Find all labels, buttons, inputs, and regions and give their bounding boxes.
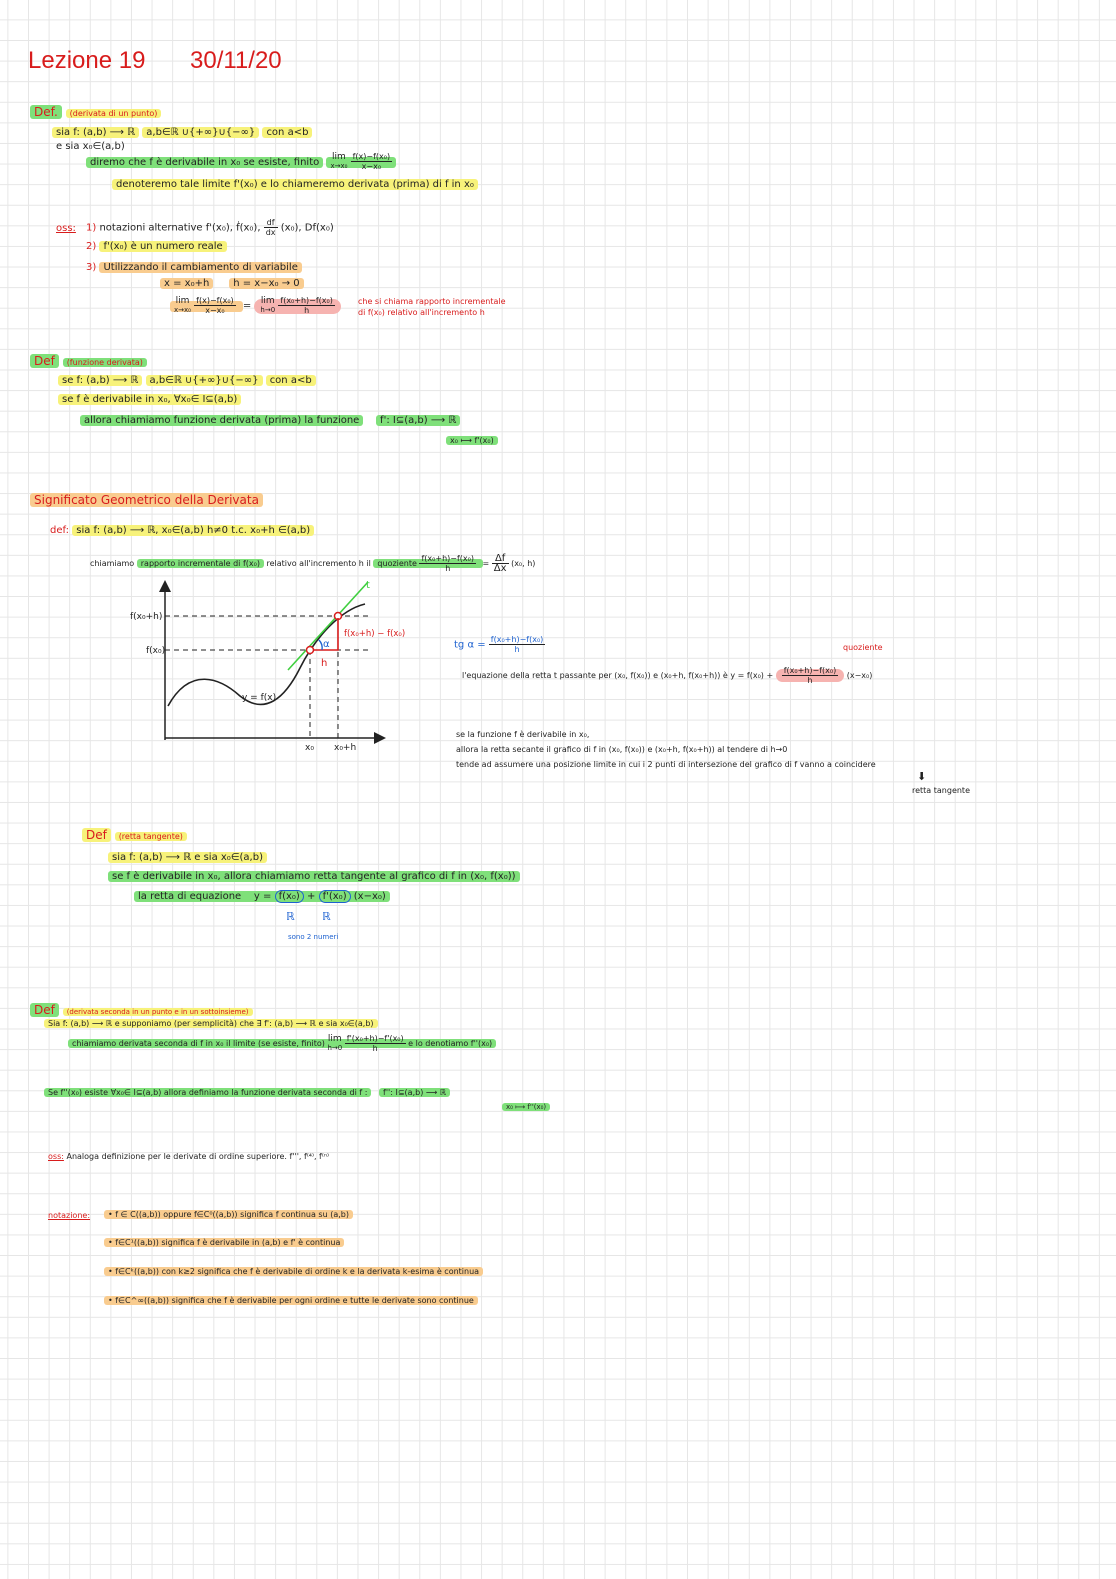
oss1-item3-sub [160,277,304,290]
secant-graph [100,578,420,758]
xlabel-x0: x₀ [305,743,314,753]
def1-subtitle: (derivata di un punto) [66,109,162,118]
oss1-item1-num: 1) [86,222,97,234]
geo-line2a: chiamiamo [90,559,135,568]
def3-label: Def [82,828,111,842]
oss2 [48,1152,329,1162]
def3-note: sono 2 numeri [288,933,339,941]
secant-eq-num: f(x₀+h)−f(x₀) [783,666,837,675]
oss1-note2: di f(x₀) relativo all'incremento h [358,308,485,317]
def4-line1: Sia f: (a,b) ⟶ ℝ e supponiamo (per semplicità) che ∃ f': (a,b) ⟶ ℝ e sia x₀∈(a,b) [44,1019,378,1028]
notazione-item-1 [104,1210,353,1220]
def4-heading [30,1004,253,1017]
def2-line1 [58,374,316,387]
notazione-item-3 [104,1267,483,1277]
ylabel-fx0: f(x₀) [146,646,166,656]
label-alpha: α [323,639,330,650]
def1-line1c: con a<b [262,127,312,138]
def2-line1a: se f: (a,b) ⟶ ℝ [58,375,142,386]
geo-q-den: h [445,564,451,573]
oss1-label: oss: [56,223,76,234]
oss1-item3-sub1: x = x₀+h [160,278,213,289]
quoziente-label: quoziente [843,643,883,652]
def1-heading [30,106,161,119]
def1-line4 [112,178,478,191]
oss1-limits [170,296,341,315]
oss1-item3-num: 3) [86,262,97,273]
secant-p4: retta tangente [912,786,970,795]
geo-q-num: f(x₀+h)−f(x₀) [421,554,474,563]
notazione-item-1-text: • f ∈ C((a,b)) oppure f∈C⁰((a,b)) significa f continua su (a,b) [104,1210,353,1219]
geo-def-label: def: [50,525,70,536]
def4-lim-sub: h→0 [327,1043,343,1052]
oss1-item1-frac-num: df [264,218,278,228]
def2-line1b: a,b∈ℝ ∪{+∞}∪{−∞} [146,375,263,386]
oss1-item2-text: f'(x₀) è un numero reale [99,241,226,252]
def2-line3 [80,414,460,427]
def2-heading [30,355,147,368]
def1-label: Def. [30,105,62,119]
tg-alpha [454,635,545,654]
def3-line1: sia f: (a,b) ⟶ ℝ e sia x₀∈(a,b) [108,852,267,863]
oss2-label: oss: [48,1152,64,1161]
oss2-text: Analoga definizione per le derivate di ordine superiore. f''', f⁽⁴⁾, f⁽ⁿ⁾ [66,1152,329,1161]
def4-lim: lim [327,1033,342,1044]
def2-map2: x₀ ⟼ f'(x₀) [446,436,498,445]
secant-p3: tende ad assumere una posizione limite in cui i 2 punti di intersezione del grafico di f vanno a coincidere [456,760,876,769]
xlabel-x0h: x₀+h [334,743,357,753]
def3-line2: se f è derivabile in x₀, allora chiamiamo retta tangente al grafico di f in (x₀, f(x₀)) [108,871,520,882]
notazione-item-4-text: • f∈C^∞((a,b)) significa che f è derivabile per ogni ordine e tutte le derivate sono continue [104,1296,478,1305]
def4-line1-wrap [44,1019,378,1029]
notazione-label: notazione: [48,1211,91,1220]
oss1-lim1: lim [175,295,190,306]
def3-eq-f: f(x₀) [275,890,304,903]
oss1-note1: che si chiama rapporto incrementale [358,297,506,306]
lesson-title: Lezione 19 [28,47,146,74]
def3-subtitle: (retta tangente) [115,832,187,841]
def3-line1-wrap [108,851,267,864]
def1-lim: lim [332,151,346,162]
oss1-lim2-sub: h→0 [260,305,276,314]
oss1-frac2-num: f(x₀+h)−f(x₀) [280,296,333,305]
def4-frac-num: f'(x₀+h)−f'(x₀) [346,1034,404,1043]
tg-label: tg α = [454,639,486,651]
label-delta: f(x₀+h) − f(x₀) [344,629,406,639]
def4-line2-tail: e lo denotiamo f''(x₀) [408,1039,493,1048]
def4-line2-text: chiamiamo derivata seconda di f in x₀ il limite (se esiste, finito) [72,1039,325,1048]
geo-line2 [90,554,535,573]
oss1-item1-text: notazioni alternative f'(x₀), ḟ(x₀), [99,222,261,234]
notazione-item-4 [104,1296,478,1306]
oss1-eq: = [242,300,252,312]
geo-line2c: relativo all'incremento h il [266,559,371,568]
notazione-item-2-text: • f∈C¹((a,b)) significa f è derivabile in (a,b) e f' è continua [104,1238,344,1247]
def4-label: Def [30,1003,59,1017]
oss1-item1 [86,218,334,237]
geo-line2b: rapporto incrementale di f(x₀) [137,559,264,568]
def2-line2-text: se f è derivabile in x₀, ∀x₀∈ I⊆(a,b) [58,394,241,405]
oss1-item3 [86,261,302,274]
secant-eq-tail: (x−x₀) [846,671,873,680]
def5-map1: f'': I⊆(a,b) ⟶ ℝ [379,1088,450,1097]
oss1-frac1-den: x−x₀ [205,306,225,315]
def2-subtitle: (funzione derivata) [63,358,147,367]
oss1-frac2-den: h [304,306,310,315]
def3-line3a: la retta di equazione [138,891,242,902]
oss1-item3-sub2: h = x−x₀ → 0 [229,278,303,289]
def1-frac-den: x−x₀ [361,162,382,171]
alpha-arc [319,640,322,650]
geo-def [50,524,314,537]
def1-limit [326,151,396,171]
secant-p2: allora la retta secante il grafico di f in (x₀, f(x₀)) e (x₀+h, f(x₀+h)) al tendere di h→0 [456,745,788,754]
oss1-lim2: lim [260,295,275,306]
secant-eq-text: l'equazione della retta t passante per (x₀, f(x₀)) e (x₀+h, f(x₀+h)) è y = f(x₀) + [462,671,774,680]
def3-line3 [134,890,390,903]
label-t: t [366,580,370,591]
oss1-item2 [86,240,227,253]
oss1-item3-text: Utilizzando il cambiamento di variabile [99,262,301,273]
def1-frac-num: f(x)−f(x₀) [352,152,391,161]
def5-line1 [44,1088,450,1098]
def5-map2-wrap [502,1103,550,1112]
geo-d-num: Δf [492,554,509,564]
def2-map1: f': I⊆(a,b) ⟶ ℝ [376,415,460,426]
tg-den: h [514,645,520,654]
def3-line2-wrap [108,870,520,883]
def1-line1b: a,b∈ℝ ∪{+∞}∪{−∞} [142,127,259,138]
def3-eq-tail: (x−x₀) [353,891,386,902]
def3-heading [82,829,187,842]
geo-title-wrap [30,494,263,507]
def4-line2 [68,1034,496,1053]
notazione-item-2 [104,1238,344,1248]
lesson-date: 30/11/20 [190,47,282,74]
def1-lim-sub: x→x₀ [330,161,348,170]
def3-eq-plus: + [307,891,316,902]
def1-line3a: diremo che f è derivabile in x₀ se esiste, finito [86,157,323,168]
def3-eq-y: y = [253,891,272,902]
def2-line2 [58,393,241,406]
oss1-frac1-num: f(x)−f(x₀) [196,296,234,305]
def1-line2: e sia x₀∈(a,b) [56,141,125,152]
notazione-item-3-text: • f∈Cᵏ((a,b)) con k≥2 significa che f è derivabile di ordine k e la derivata k-esima è continua [104,1267,483,1276]
def2-map2-wrap [446,434,498,447]
geo-d-tail: (x₀, h) [511,559,536,568]
def3-r1: ℝ [286,910,295,923]
def1-line4-text: denoteremo tale limite f'(x₀) e lo chiameremo derivata (prima) di f in x₀ [112,179,478,190]
geo-eq: = [482,559,490,568]
geo-line2d: quoziente [377,559,417,568]
ylabel-fx0h: f(x₀+h) [130,612,163,622]
geo-d-den: Δx [493,563,507,574]
def2-line1c: con a<b [266,375,316,386]
def1-line3 [86,152,396,171]
def4-frac-den: h [372,1044,378,1053]
oss1-item2-num: 2) [86,241,97,252]
secant-eq-den: h [807,676,813,685]
def2-label: Def [30,354,59,368]
def1-line1a: sia f: (a,b) ⟶ ℝ [52,127,139,138]
secant-line-t [288,582,368,670]
def3-eq-fp: f'(x₀) [319,890,351,903]
oss1-item1-frac-den: dx [265,228,276,237]
tg-num: f(x₀+h)−f(x₀) [490,635,544,644]
secant-p1: se la funzione f è derivabile in x₀, [456,730,590,739]
def3-r2: ℝ [322,910,331,923]
point-x0 [307,647,314,654]
def5-line1-text: Se f''(x₀) esiste ∀x₀∈ I⊆(a,b) allora definiamo la funzione derivata seconda di f : [44,1088,371,1097]
def5-map2: x₀ ⟼ f''(x₀) [502,1103,550,1111]
geo-title: Significato Geometrico della Derivata [30,493,263,507]
secant-equation [462,666,872,685]
def2-line3-text: allora chiamiamo funzione derivata (prima) la funzione [80,415,363,426]
label-h: h [321,658,328,669]
geo-def-line: sia f: (a,b) ⟶ ℝ, x₀∈(a,b) h≠0 t.c. x₀+h ∈(a,b) [72,525,314,536]
down-arrow-icon: ⬇ [917,770,927,783]
curve-label: y = f(x) [242,693,277,703]
def1-line1 [52,126,312,139]
oss1-item1-tail: (x₀), Df(x₀) [280,222,334,234]
oss1-lim1-sub: x→x₀ [174,305,191,314]
def4-subtitle: (derivata seconda in un punto e in un sottoinsieme) [63,1008,253,1016]
